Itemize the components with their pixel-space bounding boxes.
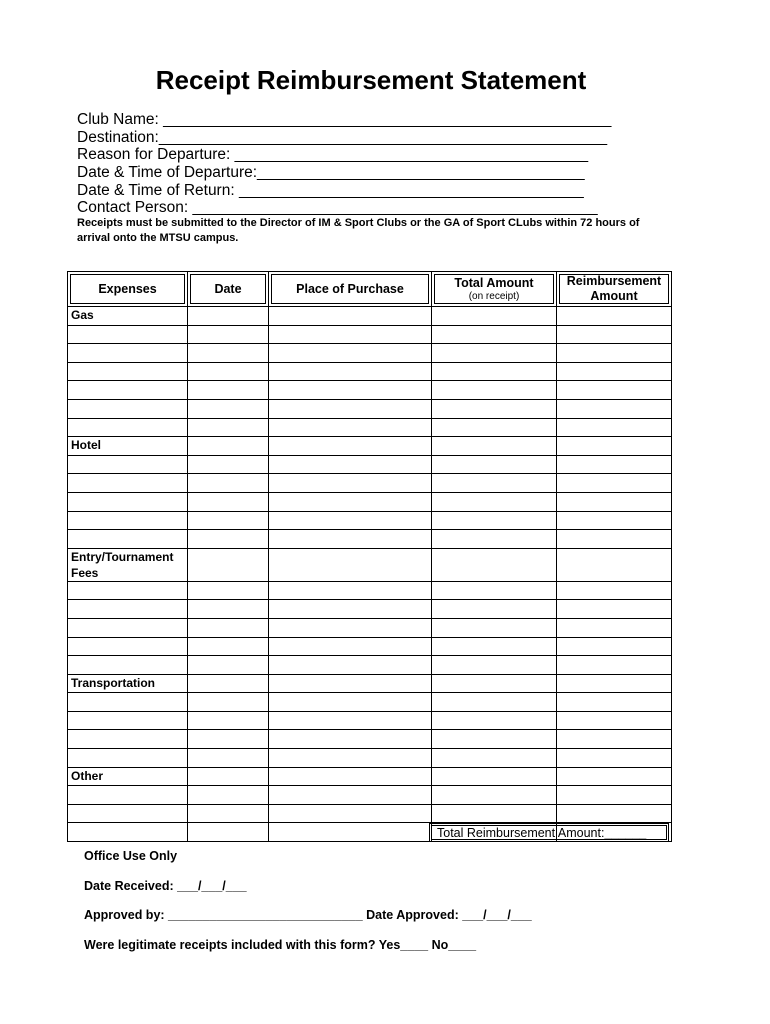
table-row xyxy=(68,618,672,637)
table-row xyxy=(68,600,672,619)
table-row xyxy=(68,786,672,805)
entry-cell[interactable] xyxy=(269,548,432,581)
entry-cell[interactable] xyxy=(188,492,269,511)
entry-cell[interactable] xyxy=(269,399,432,418)
entry-cell[interactable] xyxy=(432,548,557,581)
entry-cell[interactable] xyxy=(269,767,432,786)
entry-cell[interactable] xyxy=(432,767,557,786)
entry-cell[interactable] xyxy=(432,344,557,363)
entry-cell[interactable] xyxy=(557,581,672,600)
club-name-field[interactable]: Club Name: ____________________________________________________ xyxy=(77,111,612,128)
entry-cell[interactable] xyxy=(432,656,557,675)
entry-cell[interactable] xyxy=(188,618,269,637)
entry-cell[interactable] xyxy=(432,581,557,600)
entry-cell[interactable] xyxy=(557,344,672,363)
entry-cell[interactable] xyxy=(557,492,672,511)
entry-cell[interactable] xyxy=(432,674,557,693)
entry-cell[interactable] xyxy=(557,656,672,675)
entry-cell[interactable] xyxy=(188,307,269,326)
entry-cell[interactable] xyxy=(188,823,269,842)
entry-cell[interactable] xyxy=(188,674,269,693)
entry-cell[interactable] xyxy=(269,749,432,768)
entry-cell[interactable] xyxy=(432,455,557,474)
entry-cell[interactable] xyxy=(269,656,432,675)
entry-cell[interactable] xyxy=(557,362,672,381)
table-row xyxy=(68,530,672,549)
expense-cell[interactable] xyxy=(68,492,188,511)
entry-cell[interactable] xyxy=(188,381,269,400)
entry-cell[interactable] xyxy=(269,307,432,326)
reason-field[interactable]: Reason for Departure: _________________________________________ xyxy=(77,146,589,164)
entry-cell[interactable] xyxy=(188,344,269,363)
entry-cell[interactable] xyxy=(432,362,557,381)
table-header-row xyxy=(68,272,672,307)
table-row xyxy=(68,693,672,712)
entry-cell[interactable] xyxy=(557,474,672,493)
entry-cell[interactable] xyxy=(269,600,432,619)
category-gas: Gas xyxy=(68,307,188,326)
entry-cell[interactable] xyxy=(432,730,557,749)
entry-cell[interactable] xyxy=(269,362,432,381)
header-date: Date xyxy=(188,272,269,307)
entry-cell[interactable] xyxy=(432,693,557,712)
category-other: Other xyxy=(68,767,188,786)
table-row xyxy=(68,637,672,656)
entry-cell[interactable] xyxy=(188,786,269,805)
entry-cell[interactable] xyxy=(269,823,432,842)
table-row xyxy=(68,767,672,786)
entry-cell[interactable] xyxy=(557,325,672,344)
expense-cell[interactable] xyxy=(68,656,188,675)
entry-cell[interactable] xyxy=(557,674,672,693)
entry-cell[interactable] xyxy=(188,530,269,549)
entry-cell[interactable] xyxy=(557,693,672,712)
entry-cell[interactable] xyxy=(557,637,672,656)
expense-cell[interactable] xyxy=(68,637,188,656)
entry-cell[interactable] xyxy=(557,548,672,581)
expense-cell[interactable] xyxy=(68,600,188,619)
expense-cell[interactable] xyxy=(68,804,188,823)
table-row xyxy=(68,381,672,400)
entry-cell[interactable] xyxy=(269,325,432,344)
table-row xyxy=(68,437,672,456)
entry-cell[interactable] xyxy=(557,804,672,823)
expense-cell[interactable] xyxy=(68,362,188,381)
page-title: Receipt Reimbursement Statement xyxy=(155,65,587,95)
entry-cell[interactable] xyxy=(188,418,269,437)
entry-cell[interactable] xyxy=(269,637,432,656)
entry-cell[interactable] xyxy=(188,693,269,712)
entry-cell[interactable] xyxy=(432,618,557,637)
table-row xyxy=(68,674,672,693)
table-row xyxy=(68,399,672,418)
expense-table xyxy=(67,271,672,842)
entry-cell[interactable] xyxy=(188,749,269,768)
entry-cell[interactable] xyxy=(269,418,432,437)
expense-cell[interactable] xyxy=(68,455,188,474)
entry-cell[interactable] xyxy=(188,730,269,749)
entry-cell[interactable] xyxy=(188,804,269,823)
table-row xyxy=(68,344,672,363)
entry-cell[interactable] xyxy=(188,455,269,474)
entry-cell[interactable] xyxy=(557,730,672,749)
entry-cell[interactable] xyxy=(269,344,432,363)
expense-cell[interactable] xyxy=(68,693,188,712)
entry-cell[interactable] xyxy=(269,455,432,474)
entry-cell[interactable] xyxy=(269,511,432,530)
entry-cell[interactable] xyxy=(269,381,432,400)
table-row xyxy=(68,511,672,530)
entry-cell[interactable] xyxy=(269,786,432,805)
entry-cell[interactable] xyxy=(188,581,269,600)
office-heading: Office Use Only xyxy=(84,849,178,863)
entry-cell[interactable] xyxy=(188,474,269,493)
return-field[interactable]: Date & Time of Return: ________________________________________ xyxy=(77,181,584,199)
entry-cell[interactable] xyxy=(188,600,269,619)
entry-cell[interactable] xyxy=(432,511,557,530)
entry-cell[interactable] xyxy=(188,362,269,381)
entry-cell[interactable] xyxy=(269,437,432,456)
entry-cell[interactable] xyxy=(557,455,672,474)
entry-cell[interactable] xyxy=(188,548,269,581)
expense-cell[interactable] xyxy=(68,418,188,437)
table-row xyxy=(68,581,672,600)
entry-cell[interactable] xyxy=(557,381,672,400)
entry-cell[interactable] xyxy=(269,474,432,493)
table-row xyxy=(68,455,672,474)
header-total-amount: Total Amount (on receipt) xyxy=(432,272,557,307)
expense-cell[interactable] xyxy=(68,618,188,637)
entry-cell[interactable] xyxy=(557,618,672,637)
entry-cell[interactable] xyxy=(432,307,557,326)
table-row xyxy=(68,492,672,511)
entry-cell[interactable] xyxy=(269,711,432,730)
total-reimbursement-box[interactable]: Total Reimbursement Amount:______ xyxy=(429,823,669,842)
entry-cell[interactable] xyxy=(188,656,269,675)
category-hotel: Hotel xyxy=(68,437,188,456)
entry-cell[interactable] xyxy=(269,693,432,712)
approved-by-field[interactable]: Approved by: ____________________________ Date Approved: ___/___/___ xyxy=(84,908,532,922)
entry-cell[interactable] xyxy=(557,511,672,530)
expense-cell[interactable] xyxy=(68,711,188,730)
entry-cell[interactable] xyxy=(557,600,672,619)
expense-cell[interactable] xyxy=(68,474,188,493)
entry-cell[interactable] xyxy=(432,492,557,511)
table-row xyxy=(68,307,672,326)
entry-cell[interactable] xyxy=(432,474,557,493)
expense-cell[interactable] xyxy=(68,581,188,600)
entry-cell[interactable] xyxy=(432,804,557,823)
entry-cell[interactable] xyxy=(188,325,269,344)
entry-cell[interactable] xyxy=(269,618,432,637)
table-row xyxy=(68,730,672,749)
entry-cell[interactable] xyxy=(557,749,672,768)
expense-cell[interactable] xyxy=(68,823,188,842)
entry-cell[interactable] xyxy=(269,804,432,823)
table-row xyxy=(68,325,672,344)
entry-cell[interactable] xyxy=(557,786,672,805)
departure-field[interactable]: Date & Time of Departure:______________________________________ xyxy=(77,164,585,182)
entry-cell[interactable] xyxy=(188,437,269,456)
entry-cell[interactable] xyxy=(432,418,557,437)
table-row xyxy=(68,362,672,381)
entry-cell[interactable] xyxy=(557,399,672,418)
expense-cell[interactable] xyxy=(68,749,188,768)
table-row xyxy=(68,804,672,823)
entry-cell[interactable] xyxy=(432,600,557,619)
entry-cell[interactable] xyxy=(557,437,672,456)
entry-cell[interactable] xyxy=(269,492,432,511)
entry-cell[interactable] xyxy=(432,749,557,768)
entry-cell[interactable] xyxy=(188,399,269,418)
submission-notice: Receipts must be submitted to the Director of IM & Sport Clubs or the GA of Sport CLubs within 72 hours of arrival onto the MTSU campus. xyxy=(77,217,640,244)
entry-cell[interactable] xyxy=(188,767,269,786)
contact-person-field[interactable]: Contact Person: _______________________________________________ xyxy=(77,199,598,217)
destination-field[interactable]: Destination:____________________________________________________ xyxy=(77,128,608,146)
table-row xyxy=(68,656,672,675)
entry-cell[interactable] xyxy=(432,325,557,344)
entry-cell[interactable] xyxy=(269,730,432,749)
category-entry: Entry/Tournament Fees xyxy=(68,548,188,581)
expense-cell[interactable] xyxy=(68,381,188,400)
entry-cell[interactable] xyxy=(432,786,557,805)
entry-cell[interactable] xyxy=(432,381,557,400)
entry-cell[interactable] xyxy=(557,418,672,437)
entry-cell[interactable] xyxy=(432,637,557,656)
entry-cell[interactable] xyxy=(269,530,432,549)
expense-cell[interactable] xyxy=(68,399,188,418)
table-row xyxy=(68,749,672,768)
expense-cell[interactable] xyxy=(68,786,188,805)
expense-cell[interactable] xyxy=(68,530,188,549)
entry-cell[interactable] xyxy=(557,711,672,730)
entry-cell[interactable] xyxy=(557,767,672,786)
entry-cell[interactable] xyxy=(432,530,557,549)
table-row xyxy=(68,474,672,493)
date-received-field[interactable]: Date Received: ___/___/___ xyxy=(84,879,247,893)
expense-cell[interactable] xyxy=(68,344,188,363)
entry-cell[interactable] xyxy=(188,711,269,730)
table-row xyxy=(68,418,672,437)
entry-cell[interactable] xyxy=(432,399,557,418)
entry-cell[interactable] xyxy=(188,637,269,656)
expense-cell[interactable] xyxy=(68,511,188,530)
table-row xyxy=(68,548,672,581)
entry-cell[interactable] xyxy=(188,511,269,530)
header-reimbursement: Reimbursement Amount xyxy=(557,272,672,307)
entry-cell[interactable] xyxy=(432,711,557,730)
receipts-question[interactable]: Were legitimate receipts included with this form? Yes____ No____ xyxy=(84,938,477,952)
expense-cell[interactable] xyxy=(68,325,188,344)
entry-cell[interactable] xyxy=(557,307,672,326)
category-transportation: Transportation xyxy=(68,674,188,693)
entry-cell[interactable] xyxy=(557,530,672,549)
entry-cell[interactable] xyxy=(432,437,557,456)
expense-cell[interactable] xyxy=(68,730,188,749)
entry-cell[interactable] xyxy=(269,581,432,600)
header-place: Place of Purchase xyxy=(269,272,432,307)
header-expenses: Expenses xyxy=(68,272,188,307)
table-row xyxy=(68,711,672,730)
trip-info-fields xyxy=(77,111,657,217)
entry-cell[interactable] xyxy=(269,674,432,693)
